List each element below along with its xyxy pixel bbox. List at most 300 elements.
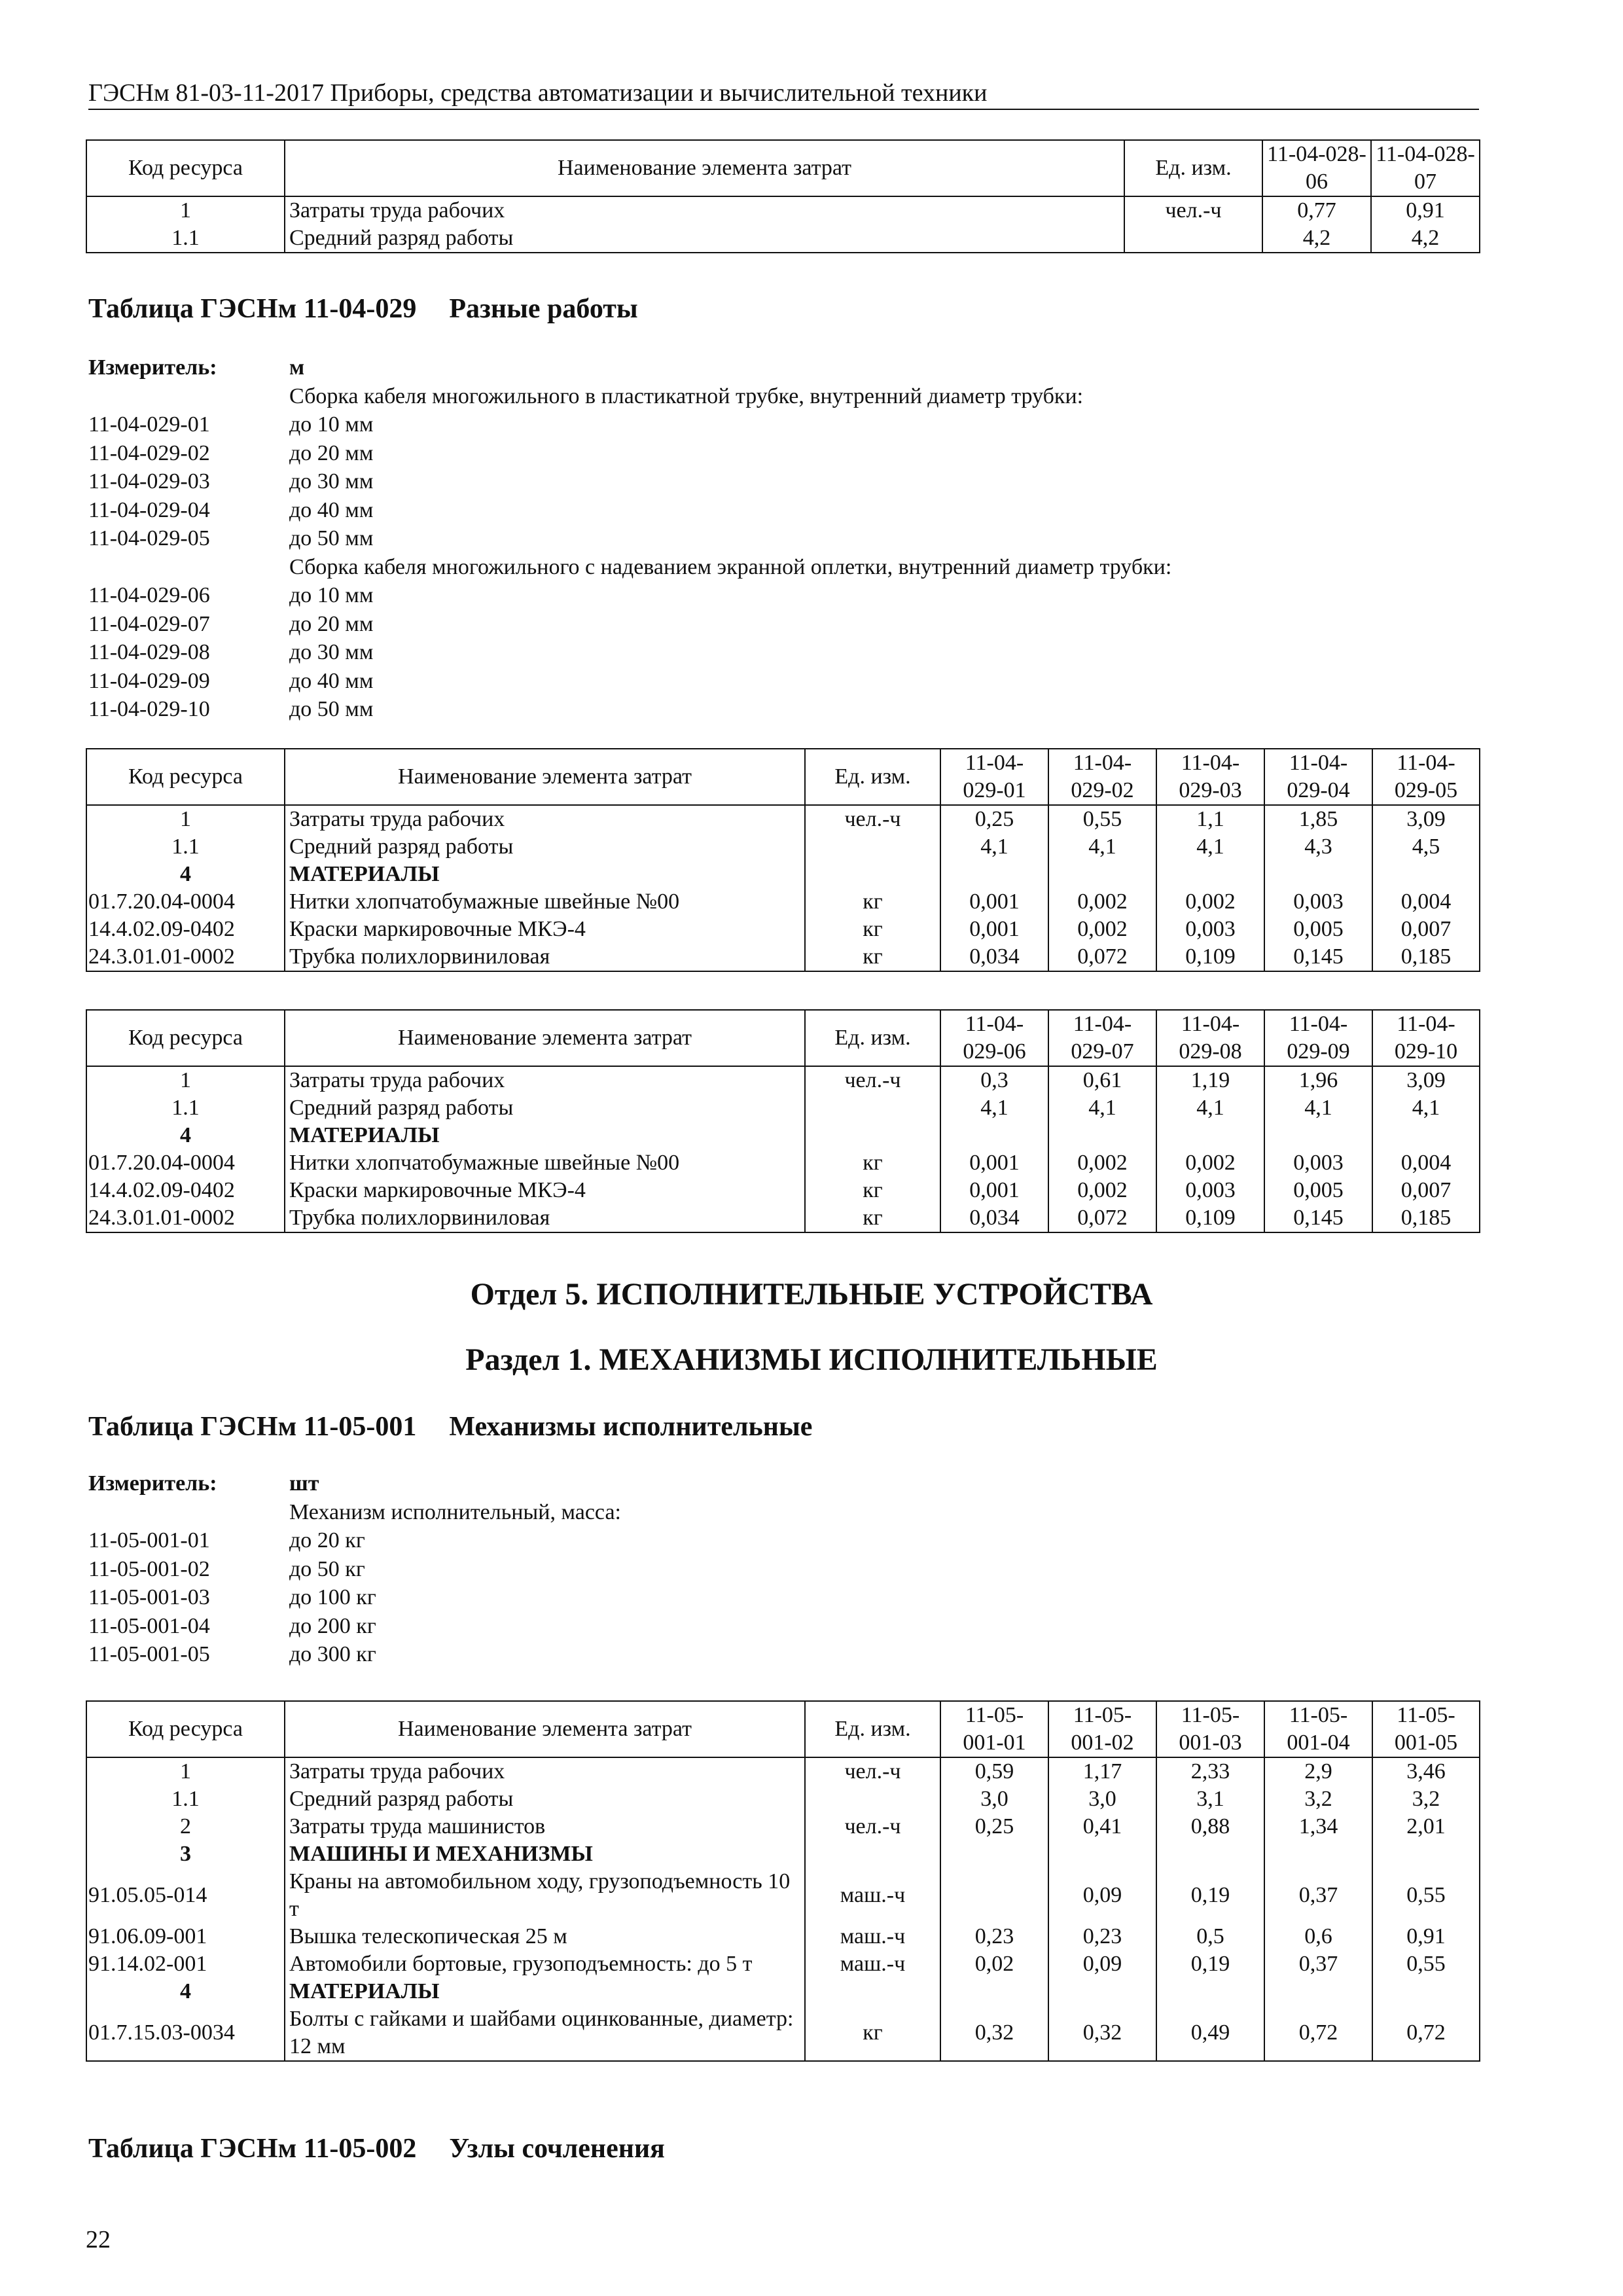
rate-code: 11-04-029-08 <box>88 640 210 664</box>
table-row <box>86 224 1480 253</box>
cost-element-name-cell: Болты с гайками и шайбами оцинкованные, диаметр: 12 мм <box>285 2005 805 2061</box>
rate-value-cell <box>1264 1978 1372 2005</box>
rate-value-cell: 0,32 <box>940 2005 1048 2061</box>
rate-value-cell: 0,001 <box>940 916 1048 943</box>
resource-code-cell: 01.7.15.03-0034 <box>86 2005 285 2061</box>
unit-cell <box>805 1785 940 1813</box>
unit-cell: кг <box>805 916 940 943</box>
rate-value-cell <box>1372 1840 1480 1868</box>
col-header-rate: 11-04-029-04 <box>1264 749 1372 805</box>
resource-code-cell: 24.3.01.01-0002 <box>86 1204 285 1232</box>
rate-description: до 50 мм <box>289 697 374 721</box>
table-caption-11-05-002 <box>88 2132 665 2165</box>
unit-cell <box>805 861 940 888</box>
running-header: ГЭСНм 81-03-11-2017 Приборы, средства автоматизации и вычислительной техники <box>88 79 988 107</box>
resource-code-cell: 2 <box>86 1813 285 1840</box>
table-row <box>86 1813 1480 1840</box>
rate-description: до 40 мм <box>289 668 374 693</box>
rate-description: до 30 мм <box>289 640 374 664</box>
measure-line <box>88 1583 1397 1612</box>
rate-value-cell: 4,1 <box>1156 1094 1264 1122</box>
rate-description: до 20 кг <box>289 1528 365 1552</box>
rate-value-cell: 0,37 <box>1264 1950 1372 1978</box>
rate-value-cell: 0,09 <box>1048 1950 1156 1978</box>
measure-unit: шт <box>289 1471 319 1496</box>
measure-line <box>88 1526 1397 1555</box>
table-row <box>86 1177 1480 1204</box>
rate-value-cell: 0,003 <box>1264 1149 1372 1177</box>
col-header-code: Код ресурса <box>86 140 285 196</box>
table-row <box>86 1757 1480 1785</box>
rate-value-cell: 3,0 <box>940 1785 1048 1813</box>
col-header-name: Наименование элемента затрат <box>285 140 1124 196</box>
caption-title: Узлы сочленения <box>449 2134 665 2164</box>
rate-value-cell: 0,002 <box>1048 916 1156 943</box>
unit-cell: маш.-ч <box>805 1923 940 1950</box>
rate-code: 11-04-029-07 <box>88 611 210 636</box>
measure-unit: м <box>289 355 305 380</box>
rate-value-cell: 0,55 <box>1048 805 1156 833</box>
rate-value-cell <box>1156 1978 1264 2005</box>
resource-code-cell: 1.1 <box>86 1094 285 1122</box>
rate-value-cell: 0,109 <box>1156 1204 1264 1232</box>
rate-code: 11-04-029-09 <box>88 668 210 693</box>
col-header-rate: 11-04-028-06 <box>1262 140 1371 196</box>
rate-value-cell: 0,55 <box>1372 1868 1480 1923</box>
measure-line <box>88 467 1397 496</box>
cost-element-name-cell: Нитки хлопчатобумажные швейные №00 <box>285 1149 805 1177</box>
table-row <box>86 888 1480 916</box>
measure-line <box>88 496 1397 525</box>
col-header-rate: 11-04-029-05 <box>1372 749 1480 805</box>
table-row <box>86 1149 1480 1177</box>
cost-element-name-cell: Трубка полихлорвиниловая <box>285 1204 805 1232</box>
rate-description: Сборка кабеля многожильного с надеванием экранной оплетки, внутренний диаметр трубки: <box>289 554 1172 579</box>
resource-code-cell: 1 <box>86 1066 285 1094</box>
rate-value-cell: 2,9 <box>1264 1757 1372 1785</box>
table-row <box>86 1868 1480 1923</box>
table-row <box>86 1978 1480 2005</box>
rate-description: до 100 кг <box>289 1585 376 1609</box>
rate-value-cell: 0,003 <box>1264 888 1372 916</box>
unit-cell <box>805 1978 940 2005</box>
rate-value-cell <box>1156 861 1264 888</box>
rate-value-cell: 3,2 <box>1372 1785 1480 1813</box>
col-header-rate: 11-04-029-02 <box>1048 749 1156 805</box>
resource-code-cell: 24.3.01.01-0002 <box>86 943 285 971</box>
rate-description: Сборка кабеля многожильного в пластикатной трубке, внутренний диаметр трубки: <box>289 384 1084 408</box>
rate-code: 11-04-029-01 <box>88 412 210 437</box>
rate-value-cell: 1,1 <box>1156 805 1264 833</box>
col-header-rate: 11-04-029-03 <box>1156 749 1264 805</box>
rate-value-cell: 0,3 <box>940 1066 1048 1094</box>
rate-value-cell: 0,007 <box>1372 1177 1480 1204</box>
col-header-unit: Ед. изм. <box>805 749 940 805</box>
col-header-code: Код ресурса <box>86 1010 285 1066</box>
rate-value-cell: 0,55 <box>1372 1950 1480 1978</box>
table-row <box>86 916 1480 943</box>
rate-description: до 10 мм <box>289 583 374 607</box>
table-header-row <box>86 140 1480 196</box>
unit-cell: чел.-ч <box>805 805 940 833</box>
measure-line <box>88 410 1397 439</box>
rate-value-cell: 3,09 <box>1372 805 1480 833</box>
rate-value-cell <box>940 1978 1048 2005</box>
unit-cell: чел.-ч <box>1124 196 1262 224</box>
rate-value-cell: 0,072 <box>1048 1204 1156 1232</box>
measure-line <box>88 1612 1397 1641</box>
rate-value-cell: 0,37 <box>1264 1868 1372 1923</box>
rate-value-cell <box>940 1122 1048 1149</box>
table-row <box>86 1094 1480 1122</box>
unit-cell <box>805 1094 940 1122</box>
cost-element-name-cell: Вышка телескопическая 25 м <box>285 1923 805 1950</box>
rate-value-cell <box>940 1868 1048 1923</box>
rate-value-cell: 0,61 <box>1048 1066 1156 1094</box>
table-row <box>86 943 1480 971</box>
measure-line <box>88 382 1397 411</box>
rate-description: до 40 мм <box>289 497 374 522</box>
rate-value-cell: 0,6 <box>1264 1923 1372 1950</box>
cost-element-name-cell: Средний разряд работы <box>285 224 1124 253</box>
table-row <box>86 1950 1480 1978</box>
col-header-unit: Ед. изм. <box>1124 140 1262 196</box>
cost-element-name-cell: МАТЕРИАЛЫ <box>285 1122 805 1149</box>
measure-line <box>88 524 1397 553</box>
rate-value-cell: 3,46 <box>1372 1757 1480 1785</box>
rate-value-cell: 0,034 <box>940 943 1048 971</box>
rate-value-cell <box>1372 1978 1480 2005</box>
measure-line <box>88 1640 1397 1669</box>
cost-element-name-cell: Затраты труда машинистов <box>285 1813 805 1840</box>
unit-cell: маш.-ч <box>805 1950 940 1978</box>
cost-element-name-cell: Нитки хлопчатобумажные швейные №00 <box>285 888 805 916</box>
measure-line <box>88 581 1397 610</box>
rate-value-cell: 0,59 <box>940 1757 1048 1785</box>
unit-cell: кг <box>805 1204 940 1232</box>
rate-value-cell: 0,004 <box>1372 1149 1480 1177</box>
rate-value-cell: 0,72 <box>1372 2005 1480 2061</box>
rate-value-cell: 0,77 <box>1262 196 1371 224</box>
measure-row <box>88 353 1397 382</box>
resource-code-cell: 1.1 <box>86 224 285 253</box>
rate-value-cell: 1,19 <box>1156 1066 1264 1094</box>
resource-code-cell: 1.1 <box>86 1785 285 1813</box>
rate-value-cell <box>1372 1122 1480 1149</box>
rate-code <box>88 1498 289 1527</box>
measure-line <box>88 610 1397 639</box>
rate-value-cell: 0,001 <box>940 1177 1048 1204</box>
rate-value-cell <box>1048 1840 1156 1868</box>
unit-cell: кг <box>805 1149 940 1177</box>
table-row <box>86 196 1480 224</box>
rate-value-cell: 0,19 <box>1156 1868 1264 1923</box>
rate-value-cell: 0,001 <box>940 888 1048 916</box>
col-header-rate: 11-04-029-10 <box>1372 1010 1480 1066</box>
rate-code: 11-05-001-02 <box>88 1556 210 1581</box>
table-row <box>86 1840 1480 1868</box>
table-row <box>86 2005 1480 2061</box>
measure-label: Измеритель: <box>88 355 217 380</box>
rate-value-cell: 0,002 <box>1156 888 1264 916</box>
rate-description: до 50 кг <box>289 1556 365 1581</box>
resource-code-cell: 91.05.05-014 <box>86 1868 285 1923</box>
rate-value-cell <box>1048 861 1156 888</box>
measure-line <box>88 439 1397 468</box>
rate-value-cell: 4,1 <box>1372 1094 1480 1122</box>
caption-title: Разные работы <box>449 294 638 324</box>
resource-code-cell: 3 <box>86 1840 285 1868</box>
table-row <box>86 1785 1480 1813</box>
resource-code-cell: 1.1 <box>86 833 285 861</box>
section-heading: Раздел 1. МЕХАНИЗМЫ ИСПОЛНИТЕЛЬНЫЕ <box>465 1342 1158 1377</box>
resource-code-cell: 1 <box>86 1757 285 1785</box>
rate-value-cell <box>940 1840 1048 1868</box>
col-header-unit: Ед. изм. <box>805 1701 940 1757</box>
col-header-name: Наименование элемента затрат <box>285 1701 805 1757</box>
rate-description: до 10 мм <box>289 412 374 437</box>
rate-value-cell: 1,96 <box>1264 1066 1372 1094</box>
resource-code-cell: 14.4.02.09-0402 <box>86 916 285 943</box>
col-header-unit: Ед. изм. <box>805 1010 940 1066</box>
resource-code-cell: 01.7.20.04-0004 <box>86 1149 285 1177</box>
table-11-05-001 <box>86 1700 1480 2062</box>
cost-element-name-cell: Средний разряд работы <box>285 833 805 861</box>
col-header-name: Наименование элемента затрат <box>285 1010 805 1066</box>
rate-value-cell: 0,32 <box>1048 2005 1156 2061</box>
rate-value-cell: 0,002 <box>1048 1177 1156 1204</box>
table-row <box>86 861 1480 888</box>
rate-code: 11-05-001-04 <box>88 1613 210 1638</box>
cost-element-name-cell: Краски маркировочные МКЭ-4 <box>285 916 805 943</box>
table-header-row <box>86 749 1480 805</box>
rate-value-cell <box>1048 1122 1156 1149</box>
rate-value-cell: 3,1 <box>1156 1785 1264 1813</box>
cost-element-name-cell: Затраты труда рабочих <box>285 1066 805 1094</box>
rate-code: 11-05-001-01 <box>88 1528 210 1552</box>
rate-value-cell: 3,2 <box>1264 1785 1372 1813</box>
measure-row <box>88 1469 1397 1498</box>
rate-value-cell: 0,072 <box>1048 943 1156 971</box>
col-header-rate: 11-04-028-07 <box>1371 140 1480 196</box>
rate-value-cell: 0,49 <box>1156 2005 1264 2061</box>
measure-block-11-04-029 <box>88 353 1397 724</box>
table-header-row <box>86 1701 1480 1757</box>
measure-label: Измеритель: <box>88 1471 217 1496</box>
rate-value-cell: 0,23 <box>1048 1923 1156 1950</box>
rate-code: 11-04-029-04 <box>88 497 210 522</box>
rate-value-cell: 4,1 <box>940 1094 1048 1122</box>
rate-value-cell: 0,19 <box>1156 1950 1264 1978</box>
caption-number: Таблица ГЭСНм 11-04-029 <box>88 294 417 324</box>
resource-code-cell: 91.06.09-001 <box>86 1923 285 1950</box>
resource-code-cell: 91.14.02-001 <box>86 1950 285 1978</box>
col-header-rate: 11-05-001-01 <box>940 1701 1048 1757</box>
unit-cell: чел.-ч <box>805 1066 940 1094</box>
cost-element-name-cell: Краски маркировочные МКЭ-4 <box>285 1177 805 1204</box>
table-11-04-029-part-2 <box>86 1009 1480 1233</box>
rate-value-cell: 0,001 <box>940 1149 1048 1177</box>
cost-element-name-cell: Средний разряд работы <box>285 1785 805 1813</box>
table-header-row <box>86 1010 1480 1066</box>
measure-block-11-05-001 <box>88 1469 1397 1669</box>
unit-cell <box>1124 224 1262 253</box>
unit-cell <box>805 833 940 861</box>
unit-cell: маш.-ч <box>805 1868 940 1923</box>
rate-value-cell: 0,002 <box>1048 888 1156 916</box>
rate-code: 11-04-029-02 <box>88 440 210 465</box>
rate-value-cell: 0,109 <box>1156 943 1264 971</box>
rate-value-cell: 4,1 <box>1048 1094 1156 1122</box>
rate-code: 11-04-029-06 <box>88 583 210 607</box>
measure-line <box>88 638 1397 667</box>
rate-value-cell: 4,3 <box>1264 833 1372 861</box>
rate-description: до 20 мм <box>289 611 374 636</box>
col-header-rate: 11-04-029-08 <box>1156 1010 1264 1066</box>
col-header-rate: 11-05-001-02 <box>1048 1701 1156 1757</box>
rate-value-cell: 4,1 <box>1264 1094 1372 1122</box>
unit-cell <box>805 1122 940 1149</box>
cost-element-name-cell: МАТЕРИАЛЫ <box>285 861 805 888</box>
rate-value-cell: 0,185 <box>1372 943 1480 971</box>
table-row <box>86 1122 1480 1149</box>
col-header-rate: 11-05-001-03 <box>1156 1701 1264 1757</box>
col-header-rate: 11-04-029-09 <box>1264 1010 1372 1066</box>
resource-code-cell: 1 <box>86 196 285 224</box>
cost-element-name-cell: Трубка полихлорвиниловая <box>285 943 805 971</box>
rate-value-cell: 0,002 <box>1156 1149 1264 1177</box>
col-header-rate: 11-04-029-01 <box>940 749 1048 805</box>
header-rule <box>88 109 1479 110</box>
table-caption-11-05-001 <box>88 1410 812 1443</box>
resource-code-cell: 4 <box>86 1122 285 1149</box>
rate-value-cell: 0,007 <box>1372 916 1480 943</box>
caption-title: Механизмы исполнительные <box>449 1412 813 1442</box>
rate-value-cell: 0,72 <box>1264 2005 1372 2061</box>
col-header-code: Код ресурса <box>86 1701 285 1757</box>
rate-value-cell <box>1264 1840 1372 1868</box>
table-row <box>86 833 1480 861</box>
rate-value-cell: 1,17 <box>1048 1757 1156 1785</box>
rate-value-cell: 0,02 <box>940 1950 1048 1978</box>
table-11-04-029-part-1 <box>86 748 1480 972</box>
rate-value-cell: 2,01 <box>1372 1813 1480 1840</box>
rate-code <box>88 553 289 582</box>
rate-value-cell: 4,5 <box>1372 833 1480 861</box>
table-row <box>86 805 1480 833</box>
measure-line <box>88 667 1397 696</box>
rate-code: 11-04-029-05 <box>88 526 210 550</box>
measure-line <box>88 553 1397 582</box>
rate-description: до 20 мм <box>289 440 374 465</box>
rate-value-cell <box>1264 861 1372 888</box>
department-heading: Отдел 5. ИСПОЛНИТЕЛЬНЫЕ УСТРОЙСТВА <box>470 1277 1153 1312</box>
rate-value-cell: 0,002 <box>1048 1149 1156 1177</box>
rate-value-cell: 3,09 <box>1372 1066 1480 1094</box>
resource-code-cell: 1 <box>86 805 285 833</box>
rate-value-cell: 0,034 <box>940 1204 1048 1232</box>
rate-value-cell: 1,85 <box>1264 805 1372 833</box>
rate-value-cell: 0,25 <box>940 805 1048 833</box>
unit-cell: чел.-ч <box>805 1813 940 1840</box>
table-11-04-028-continuation <box>86 139 1480 253</box>
rate-value-cell: 0,005 <box>1264 916 1372 943</box>
resource-code-cell: 4 <box>86 1978 285 2005</box>
cost-element-name-cell: Затраты труда рабочих <box>285 1757 805 1785</box>
measure-line <box>88 1555 1397 1584</box>
rate-value-cell: 0,09 <box>1048 1868 1156 1923</box>
rate-value-cell <box>1156 1122 1264 1149</box>
rate-description: Механизм исполнительный, масса: <box>289 1499 621 1524</box>
cost-element-name-cell: МАТЕРИАЛЫ <box>285 1978 805 2005</box>
resource-code-cell: 14.4.02.09-0402 <box>86 1177 285 1204</box>
rate-code: 11-05-001-03 <box>88 1585 210 1609</box>
col-header-code: Код ресурса <box>86 749 285 805</box>
table-row <box>86 1066 1480 1094</box>
rate-value-cell: 4,1 <box>1156 833 1264 861</box>
rate-value-cell: 0,88 <box>1156 1813 1264 1840</box>
col-header-rate: 11-04-029-07 <box>1048 1010 1156 1066</box>
unit-cell: кг <box>805 943 940 971</box>
rate-value-cell: 0,91 <box>1371 196 1480 224</box>
col-header-rate: 11-05-001-04 <box>1264 1701 1372 1757</box>
rate-value-cell: 0,23 <box>940 1923 1048 1950</box>
resource-code-cell: 01.7.20.04-0004 <box>86 888 285 916</box>
rate-value-cell: 0,005 <box>1264 1177 1372 1204</box>
rate-description: до 50 мм <box>289 526 374 550</box>
rate-value-cell: 0,185 <box>1372 1204 1480 1232</box>
unit-cell: кг <box>805 888 940 916</box>
caption-number: Таблица ГЭСНм 11-05-001 <box>88 1412 417 1442</box>
rate-value-cell: 0,003 <box>1156 916 1264 943</box>
rate-value-cell: 0,5 <box>1156 1923 1264 1950</box>
table-caption-11-04-029 <box>88 293 638 325</box>
rate-description: до 30 мм <box>289 469 374 493</box>
rate-code: 11-05-001-05 <box>88 1642 210 1666</box>
rate-value-cell <box>1372 861 1480 888</box>
rate-value-cell <box>1156 1840 1264 1868</box>
rate-code <box>88 382 289 411</box>
cost-element-name-cell: Затраты труда рабочих <box>285 805 805 833</box>
rate-value-cell: 1,34 <box>1264 1813 1372 1840</box>
measure-line <box>88 695 1397 724</box>
cost-element-name-cell: Краны на автомобильном ходу, грузоподъемность 10 т <box>285 1868 805 1923</box>
rate-code: 11-04-029-03 <box>88 469 210 493</box>
rate-value-cell: 0,91 <box>1372 1923 1480 1950</box>
rate-value-cell: 2,33 <box>1156 1757 1264 1785</box>
rate-value-cell: 0,41 <box>1048 1813 1156 1840</box>
rate-description: до 200 кг <box>289 1613 376 1638</box>
measure-line <box>88 1498 1397 1527</box>
rate-value-cell: 4,1 <box>940 833 1048 861</box>
unit-cell: кг <box>805 2005 940 2061</box>
cost-element-name-cell: Средний разряд работы <box>285 1094 805 1122</box>
col-header-rate: 11-04-029-06 <box>940 1010 1048 1066</box>
rate-value-cell: 3,0 <box>1048 1785 1156 1813</box>
cost-element-name-cell: МАШИНЫ И МЕХАНИЗМЫ <box>285 1840 805 1868</box>
rate-value-cell <box>1048 1978 1156 2005</box>
rate-value-cell <box>1264 1122 1372 1149</box>
unit-cell: чел.-ч <box>805 1757 940 1785</box>
rate-value-cell: 0,004 <box>1372 888 1480 916</box>
rate-value-cell: 4,1 <box>1048 833 1156 861</box>
table-row <box>86 1204 1480 1232</box>
rate-value-cell: 0,145 <box>1264 943 1372 971</box>
col-header-rate: 11-05-001-05 <box>1372 1701 1480 1757</box>
table-row <box>86 1923 1480 1950</box>
rate-value-cell: 0,145 <box>1264 1204 1372 1232</box>
rate-value-cell: 4,2 <box>1262 224 1371 253</box>
